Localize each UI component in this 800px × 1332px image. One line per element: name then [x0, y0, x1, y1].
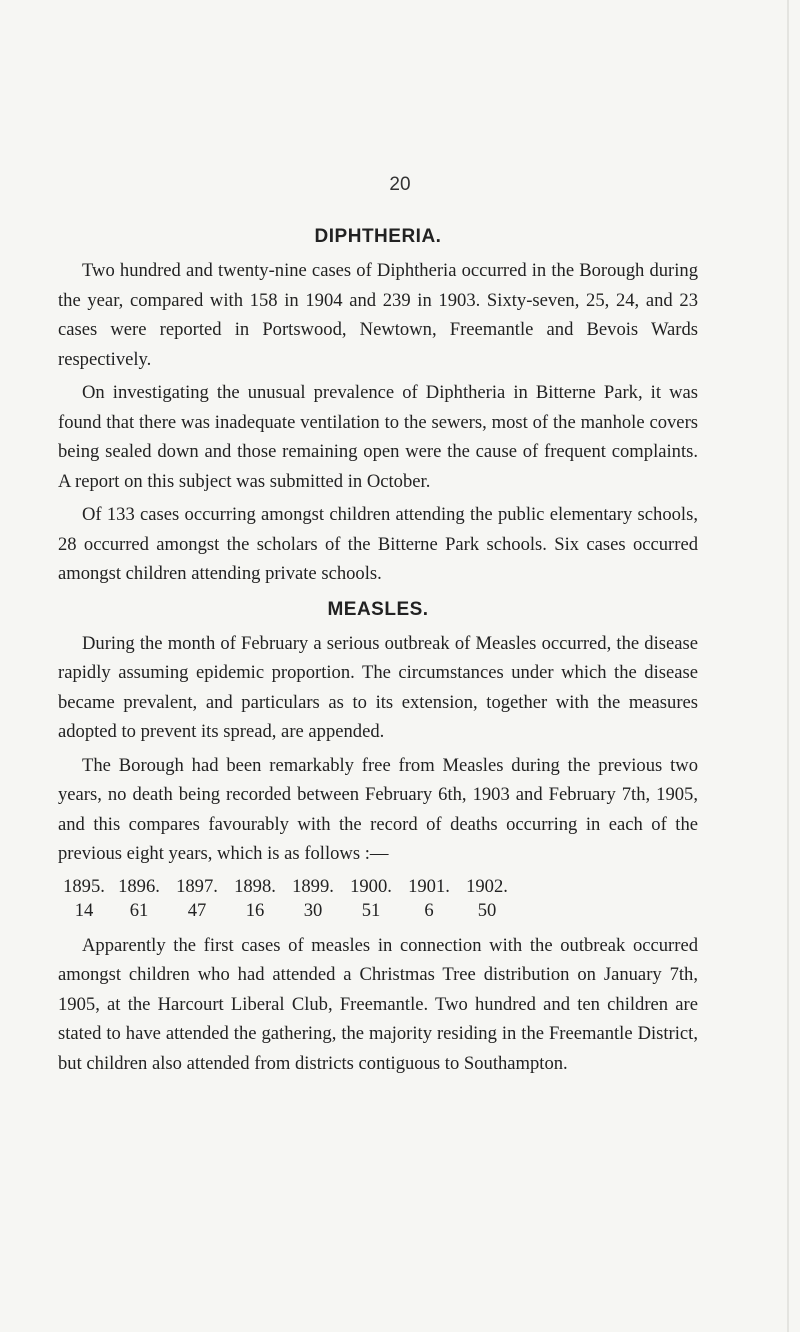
measles-paragraph-3: Apparently the first cases of measles in connection with the outbreak occurred amongst children who had attended a Christmas Tree distribution on January 7th, 1905, at the Harcourt Liberal Club, Freemantle. Two hundred and ten children are stated to have attended the gathering, the majority residing in the Freemantle District, but children also attended from districts contiguous to Southampton.	[58, 934, 698, 1074]
deaths-cell: 16	[245, 899, 265, 921]
deaths-cell: 50	[477, 899, 497, 921]
page-number: 20	[389, 174, 411, 195]
year-cell: 1898.	[234, 875, 276, 897]
deaths-cell: 51	[361, 899, 381, 921]
year-cell: 1895.	[63, 875, 105, 897]
year-cell: 1900.	[350, 875, 392, 897]
years-row	[58, 875, 516, 899]
diphtheria-paragraph-1: Two hundred and twenty-nine cases of Diphtheria occurred in the Borough during the year, compared with 158 in 1904 and 239 in 1903. Sixty-seven, 25, 24, and 23 cases were reported in Portswood, Newtown, Freemantle and Bevois Wards respectively.	[58, 260, 698, 370]
year-cell: 1901.	[408, 875, 450, 897]
deaths-cell: 30	[303, 899, 323, 921]
measles-heading: MEASLES.	[327, 598, 429, 620]
diphtheria-heading: DIPHTHERIA.	[314, 226, 442, 247]
year-cell: 1902.	[466, 875, 508, 897]
year-cell: 1899.	[292, 875, 334, 897]
measles-paragraph-2: The Borough had been remarkably free from Measles during the previous two years, no death being recorded between February 6th, 1903 and February 7th, 1905, and this compares favourably with the record of deaths occurring in each of the previous eight years, which is as follows :—	[58, 754, 698, 864]
deaths-cell: 47	[187, 899, 207, 921]
page-body	[58, 226, 698, 1082]
year-cell: 1897.	[176, 875, 218, 897]
measles-deaths-table	[58, 875, 516, 923]
page-edge-shadow	[787, 0, 789, 1332]
diphtheria-paragraph-3: Of 133 cases occurring amongst children attending the public elementary schools, 28 occurred amongst the scholars of the Bitterne Park schools. Six cases occurred amongst children attending private schools.	[58, 504, 698, 584]
deaths-cell: 6	[424, 899, 434, 921]
diphtheria-paragraph-2: On investigating the unusual prevalence of Diphtheria in Bitterne Park, it was found that there was inadequate ventilation to the sewers, most of the manhole covers being sealed down and those remaining open were the cause of frequent complaints. A report on this subject was submitted in October.	[58, 382, 698, 492]
deaths-cell: 61	[129, 899, 149, 921]
deaths-cell: 14	[74, 899, 94, 921]
deaths-row	[58, 899, 516, 923]
measles-paragraph-1: During the month of February a serious outbreak of Measles occurred, the disease rapidly assuming epidemic proportion. The circumstances under which the disease became prevalent, and particulars as to its extension, together with the measures adopted to prevent its spread, are appended.	[58, 632, 698, 742]
year-cell: 1896.	[118, 875, 160, 897]
